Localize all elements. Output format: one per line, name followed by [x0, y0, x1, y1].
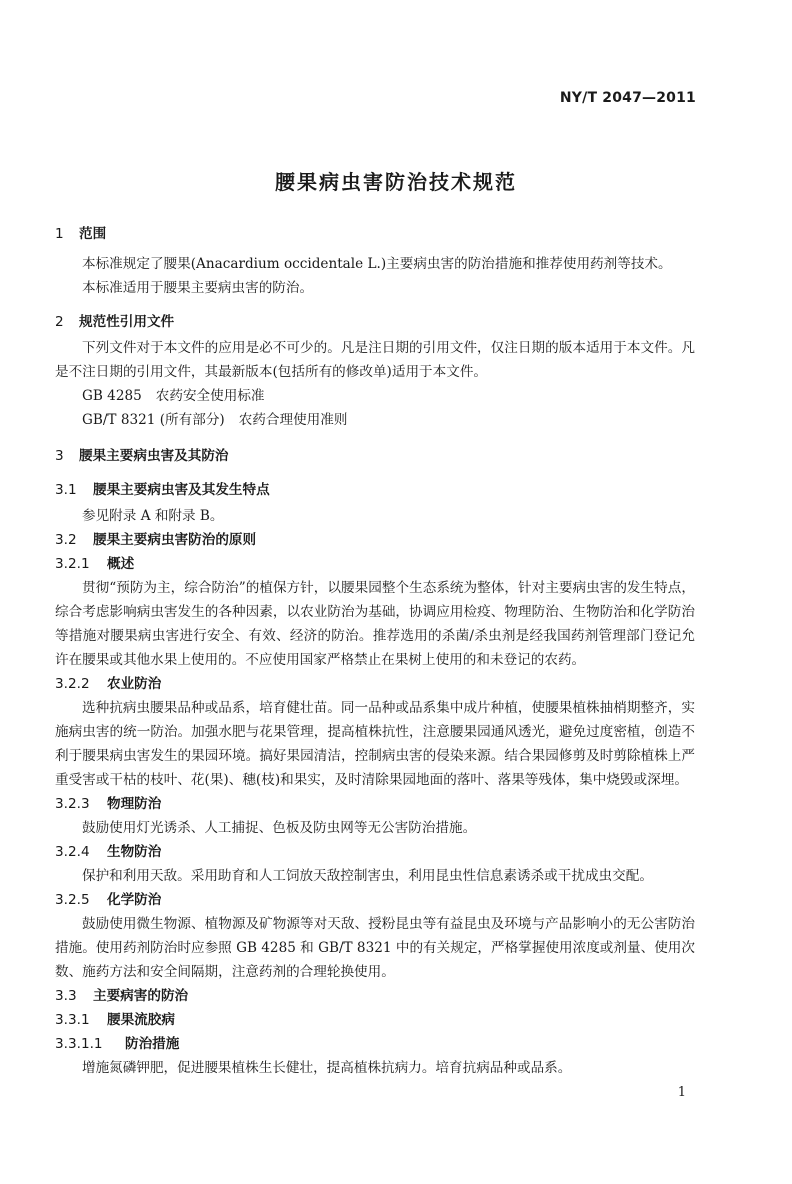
section-title: 防治措施 [125, 1036, 180, 1052]
section-number: 3.2 [55, 532, 77, 548]
section-number: 3.3.1 [55, 1012, 90, 1028]
reference-item [55, 384, 695, 408]
section-3-3-1-1-heading [55, 1032, 695, 1056]
scope-paragraph-1: 本标准规定了腰果(Anacardium occidentale L.)主要病虫害的防治措施和推荐使用药剂等技术。 [82, 256, 672, 272]
section-3-2-2-heading [55, 672, 695, 696]
section-3-2-4-paragraph: 保护和利用天敌。采用助育和人工饲放天敌控制害虫，利用昆虫性信息素诱杀或干扰成虫交配。 [82, 868, 653, 884]
standard-code: NY/T 2047—2011 [559, 90, 696, 106]
section-number: 3.2.1 [55, 556, 90, 572]
section-2-heading [55, 310, 695, 334]
section-3-heading [55, 444, 695, 468]
reference-title: 农药合理使用准则 [238, 412, 348, 428]
reference-item [55, 408, 695, 432]
scope-paragraph-2: 本标准适用于腰果主要病虫害的防治。 [82, 280, 314, 296]
document-title: 腰果病虫害防治技术规范 [275, 170, 517, 194]
section-3-2-heading [55, 528, 695, 552]
section-number: 3.2.3 [55, 796, 90, 812]
section-3-3-1-heading [55, 1008, 695, 1032]
section-3-3-heading [55, 984, 695, 1008]
section-3-2-5-paragraph: 鼓励使用微生物源、植物源及矿物源等对天敌、授粉昆虫等有益昆虫及环境与产品影响小的无公害防治措施。使用药剂防治时应参照 GB 4285 和 GB/T 8321 中的有关规定，严格掌握使用浓度或剂量、使用次数、施药方法和安全间隔期，注意药剂的合理轮换使用。 [55, 916, 695, 980]
section-3-2-4-heading [55, 840, 695, 864]
reference-code: GB/T 8321 (所有部分) [82, 412, 225, 428]
reference-title: 农药安全使用标准 [155, 388, 265, 404]
section-number: 3.2.5 [55, 892, 90, 908]
section-number: 3.3.1.1 [55, 1036, 103, 1052]
section-3-3-1-1-paragraph: 增施氮磷钾肥，促进腰果植株生长健壮，提高植株抗病力。培育抗病品种或品系。 [82, 1060, 572, 1076]
document-body [55, 222, 695, 1080]
section-3-2-1-heading [55, 552, 695, 576]
section-3-2-3-paragraph: 鼓励使用灯光诱杀、人工捕捉、色板及防虫网等无公害防治措施。 [82, 820, 477, 836]
section-3-2-2-paragraph: 选种抗病虫腰果品种或品系，培育健壮苗。同一品种或品系集中成片种植，使腰果植株抽梢期整齐，实施病虫害的统一防治。加强水肥与花果管理，提高植株抗性，注意腰果园通风透光，避免过度密植，创造不利于腰果病虫害发生的果园环境。搞好果园清洁，控制病虫害的侵染来源。结合果园修剪及时剪除植株上严重受害或干枯的枝叶、花(果)、穗(枝)和果实，及时清除果园地面的落叶、落果等残体，集中烧毁或深埋。 [55, 700, 695, 788]
section-3-1-heading [55, 478, 695, 502]
section-title: 腰果主要病虫害及其发生特点 [93, 482, 270, 498]
section-title: 物理防治 [107, 796, 162, 812]
section-title: 腰果主要病虫害及其防治 [79, 448, 229, 464]
section-title: 腰果流胶病 [107, 1012, 175, 1028]
section-number: 3.1 [55, 482, 77, 498]
section-3-2-1-paragraph: 贯彻“预防为主，综合防治”的植保方针，以腰果园整个生态系统为整体，针对主要病虫害的发生特点，综合考虑影响病虫害发生的各种因素，以农业防治为基础，协调应用检疫、物理防治、生物防治和化学防治等措施对腰果病虫害进行安全、有效、经济的防治。推荐选用的杀菌/杀虫剂是经我国药剂管理部门登记允许在腰果或其他水果上使用的。不应使用国家严格禁止在果树上使用的和未登记的农药。 [55, 580, 695, 668]
section-title: 范围 [79, 226, 107, 242]
section-title: 化学防治 [107, 892, 162, 908]
section-title: 腰果主要病虫害防治的原则 [93, 532, 257, 548]
normative-references-paragraph: 下列文件对于本文件的应用是必不可少的。凡是注日期的引用文件，仅注日期的版本适用于本文件。凡是不注日期的引用文件，其最新版本(包括所有的修改单)适用于本文件。 [55, 340, 695, 380]
section-number: 3 [55, 448, 64, 464]
section-3-1-paragraph: 参见附录 A 和附录 B。 [82, 508, 224, 524]
section-3-2-5-heading [55, 888, 695, 912]
section-title: 生物防治 [107, 844, 162, 860]
section-number: 1 [55, 226, 64, 242]
section-number: 3.3 [55, 988, 77, 1004]
section-3-2-3-heading [55, 792, 695, 816]
section-title: 概述 [107, 556, 135, 572]
section-number: 3.2.4 [55, 844, 90, 860]
section-1-heading [55, 222, 695, 246]
page-number: 1 [677, 1085, 686, 1100]
section-title: 主要病害的防治 [93, 988, 189, 1004]
section-title: 农业防治 [107, 676, 162, 692]
section-number: 3.2.2 [55, 676, 90, 692]
reference-code: GB 4285 [82, 388, 142, 404]
section-title: 规范性引用文件 [79, 314, 175, 330]
section-number: 2 [55, 314, 64, 330]
